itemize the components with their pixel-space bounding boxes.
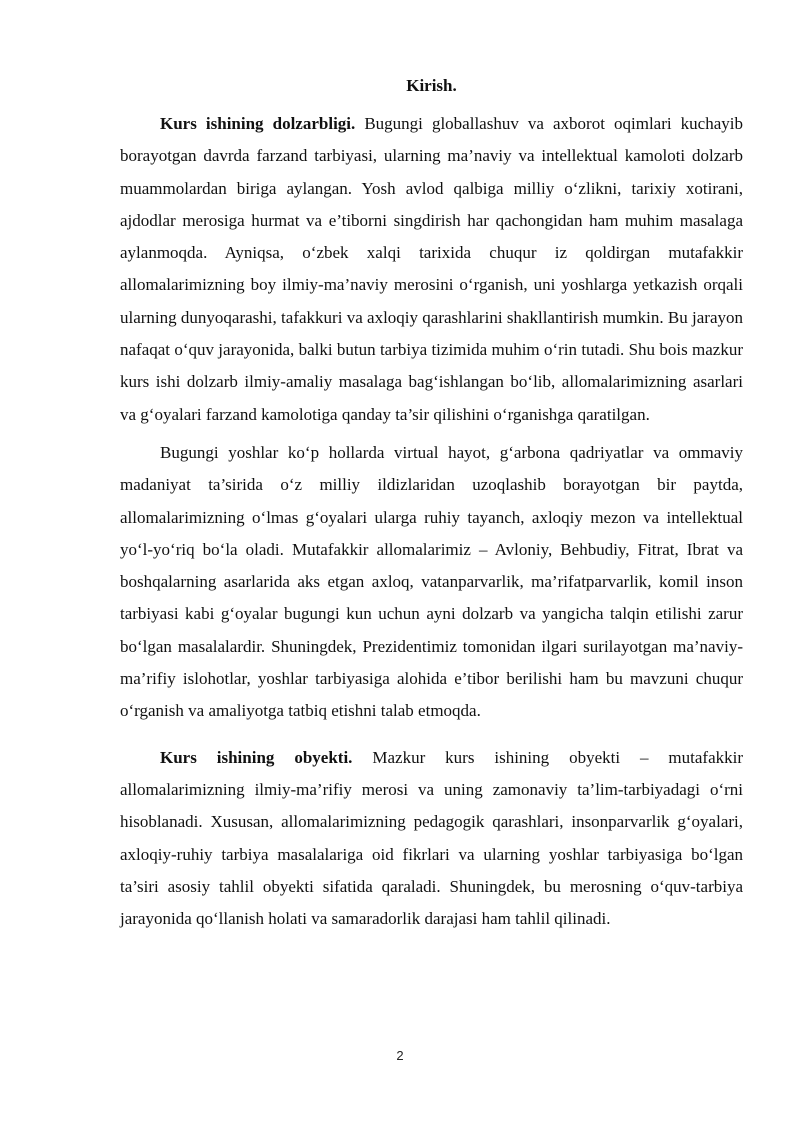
paragraph-relevance [120, 108, 743, 431]
page-number: 2 [396, 1048, 404, 1063]
paragraph-object [120, 742, 743, 936]
paragraph-youth [120, 437, 743, 728]
document-body [120, 70, 743, 935]
page-title: Kirish. [406, 76, 457, 95]
paragraph-lead-relevance: Kurs ishining dolzarbligi. [160, 114, 356, 133]
paragraph-lead-object: Kurs ishining obyekti. [160, 747, 353, 767]
paragraph-text-object: Mazkur kurs ishining obyekti – mutafakkir allomalarimizning ilmiy-ma’rifiy merosi va uning zamonaviy ta’lim-tarbiyadagi o‘rni hisoblanadi. Xususan, allomalarimizning pedagogik qarashlari, insonparvarlik g‘oyalari, axloqiy-ruhiy tarbiya masalalariga oid fikrlari va ularning yoshlar tarbiyasiga bo‘lgan ta’siri asosiy tahlil obyekti sifatida qaraladi. Shuningdek, bu merosning o‘quv-tarbiya jarayonida qo‘llanish holati va samaradorlik darajasi ham tahlil qilinadi. [120, 747, 743, 929]
paragraph-text-relevance: Bugungi globallashuv va axborot oqimlari kuchayib borayotgan davrda farzand tarbiyasi, ularning ma’naviy va intellektual kamoloti dolzarb muammolardan biriga aylangan. Yosh avlod qalbiga milliy o‘zlikni, tarixiy xotirani, ajdodlar merosiga hurmat va e’tiborni singdirish har qachongidan ham muhim masalaga aylanmoqda. Ayniqsa, o‘zbek xalqi tarixida chuqur iz qoldirgan mutafakkir allomalarimizning boy ilmiy-ma’naviy merosini o‘rganish, uni yoshlarga yetkazish orqali ularning dunyoqarashi, tafakkuri va axloqiy qarashlarini shakllantirish mumkin. Bu jarayon nafaqat o‘quv jarayonida, balki butun tarbiya tizimida muhim o‘rin tutadi. Shu bois mazkur kurs ishi dolzarb ilmiy-amaliy masalaga bag‘ishlangan bo‘lib, allomalarimizning asarlari va g‘oyalari farzand kamolotiga qanday ta’sir qilishini o‘rganishga qaratilgan. [120, 114, 743, 424]
paragraph-text-youth: Bugungi yoshlar ko‘p hollarda virtual hayot, g‘arbona qadriyatlar va ommaviy madaniyat ta’sirida o‘z milliy ildizlaridan uzoqlashib borayotgan bir paytda, allomalarimizning o‘lmas g‘oyalari ularga ruhiy tayanch, axloqiy mezon va intellektual yo‘l-yo‘riq bo‘la oladi. Mutafakkir allomalarimiz – Avloniy, Behbudiy, Fitrat, Ibrat va boshqalarning asarlarida aks etgan axloq, vatanparvarlik, ma’rifatparvarlik, komil inson tarbiyasi kabi g‘oyalar bugungi kun uchun ayni dolzarb va yangicha talqin etilishi zarur bo‘lgan masalalardir. Shuningdek, Prezidentimiz tomonidan ilgari surilayotgan ma’naviy-ma’rifiy islohotlar, yoshlar tarbiyasiga alohida e’tibor berilishi ham bu mavzuni chuqur o‘rganish va amaliyotga tatbiq etishni talab etmoqda. [120, 442, 743, 721]
